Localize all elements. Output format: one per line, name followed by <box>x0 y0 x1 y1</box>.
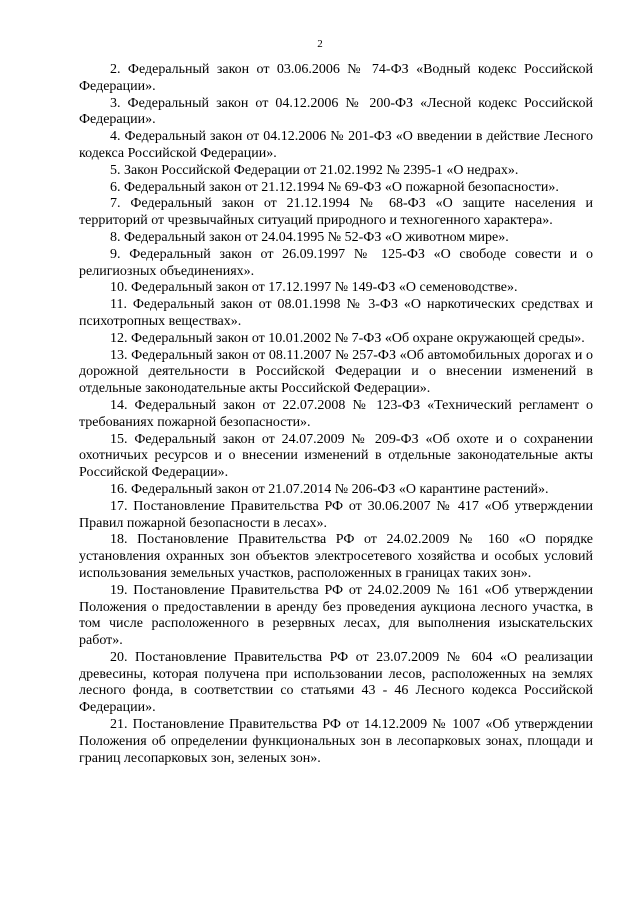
list-item: 11. Федеральный закон от 08.01.1998 № 3-ФЗ «О наркотических средствах и психотропных веществах». <box>79 297 593 329</box>
list-item: 7. Федеральный закон от 21.12.1994 № 68-ФЗ «О защите населения и территорий от чрезвычайных ситуаций природного и техногенного характера». <box>79 196 593 229</box>
list-item: 2. Федеральный закон от 03.06.2006 № 74-ФЗ «Водный кодекс Российской Федерации». <box>79 62 593 94</box>
list-item: 8. Федеральный закон от 24.04.1995 № 52-ФЗ «О животном мире». <box>110 229 509 245</box>
list-item: 3. Федеральный закон от 04.12.2006 № 200-ФЗ «Лесной кодекс Российской Федерации». <box>79 95 593 128</box>
list-item: 19. Постановление Правительства РФ от 24.02.2009 № 161 «Об утверждении Положения о предоставлении в аренду без проведения аукциона лесного участка, в том числе расположенного в резервных лесах, для выполнения изыскательских работ». <box>79 582 593 649</box>
page-number: 2 <box>317 38 323 50</box>
list-item: 13. Федеральный закон от 08.11.2007 № 257-ФЗ «Об автомобильных дорогах и о дорожной деятельности в Российской Федерации и о внесении изменений в отдельные законодательные акты Российской Федерации». <box>79 347 593 397</box>
list-item: 9. Федеральный закон от 26.09.1997 № 125-ФЗ «О свободе совести и о религиозных объединениях». <box>79 246 593 279</box>
list-item: 17. Постановление Правительства РФ от 30.06.2007 № 417 «Об утверждении Правил пожарной безопасности в лесах». <box>79 498 593 531</box>
list-item: 14. Федеральный закон от 22.07.2008 № 123-ФЗ «Технический регламент о требованиях пожарной безопасности». <box>79 397 593 430</box>
list-item: 21. Постановление Правительства РФ от 14.12.2009 № 1007 «Об утверждении Положения об определении функциональных зон в лесопарковых зонах, площади и границ лесопарковых зон, зеленых зон». <box>79 717 593 766</box>
list-item: 10. Федеральный закон от 17.12.1997 № 149-ФЗ «О семеноводстве». <box>110 280 518 296</box>
list-item: 16. Федеральный закон от 21.07.2014 № 206-ФЗ «О карантине растений». <box>110 481 549 497</box>
list-item: 12. Федеральный закон от 10.01.2002 № 7-ФЗ «Об охране окружающей среды». <box>110 330 585 346</box>
list-item: 5. Закон Российской Федерации от 21.02.1992 № 2395-1 «О недрах». <box>110 162 519 178</box>
legal-acts-list <box>79 62 593 767</box>
list-item: 18. Постановление Правительства РФ от 24.02.2009 № 160 «О порядке установления охранных зон объектов электросетевого хозяйства и особых условий использования земельных участков, расположенных в границах таких зон». <box>79 532 593 581</box>
list-item: 6. Федеральный закон от 21.12.1994 № 69-ФЗ «О пожарной безопасности». <box>110 179 559 195</box>
list-item: 15. Федеральный закон от 24.07.2009 № 209-ФЗ «Об охоте и о сохранении охотничьих ресурсов и о внесении изменений в отдельные законодательные акты Российской Федерации». <box>79 431 593 481</box>
list-item: 20. Постановление Правительства РФ от 23.07.2009 № 604 «О реализации древесины, которая получена при использовании лесов, расположенных на землях лесного фонда, в соответствии со статьями 43 - 46 Лесного кодекса Российской Федерации». <box>79 649 593 716</box>
list-item: 4. Федеральный закон от 04.12.2006 № 201-ФЗ «О введении в действие Лесного кодекса Российской Федерации». <box>79 129 593 161</box>
